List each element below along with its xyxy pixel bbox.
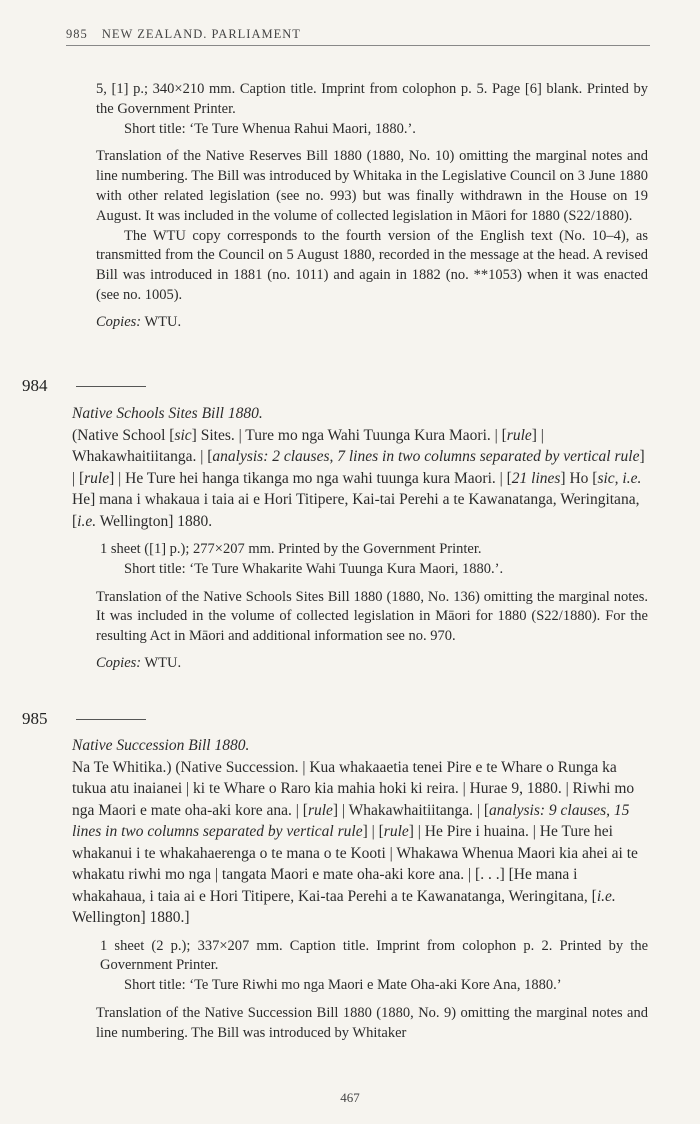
header-page-number: 985 — [66, 27, 88, 41]
copies-label: Copies: — [96, 654, 142, 671]
entry-transcription: Na Te Whitika.) (Native Succession. | Kua whakaaetia tenei Pire e te Whare o Runga ka tukua atu inaianei | ki te Whare o Raro kia mahia hoki ki reira. | Hurae 9, 1880. | Riwhi mo nga Maori e mate oha-aki kore ana. | [rule] | Whakawhaitiitanga. | [analysis: 9 clauses, 15 lines in two columns separated by vertical rule] | [rule] | He Pire i huaina. | He Ture hei whakanui i te whakahaerenga o te mana o te Kooti | Whakawa Whenua Maori kia ahei ai te whakatu riwhi mo nga | tangata Maori e mate oha-aki kore ana. | [. . .] [He mana i whakahaua, i taia ai e Hori Titipere, Kai-taa Perehi a te Kawanatanga, Weringitana, [i.e. Wellington] 1880.] — [72, 758, 638, 926]
physical-description: 5, [1] p.; 340×210 mm. Caption title. Imprint from colophon p. 5. Page [6] blank. Printed by the Government Printer. — [96, 81, 648, 117]
copies-line — [0, 312, 700, 332]
note-paragraph: Translation of the Native Schools Sites Bill 1880 (1880, No. 136) omitting the marginal notes. It was included in the volume of collected legislation in Māori for 1880 (S22/1880). For the resulting Act in Māori and additional information see no. 970. — [96, 588, 648, 645]
entry-number-984: 984 — [22, 376, 48, 395]
copies-label: Copies: — [96, 313, 142, 330]
short-title: Short title: ‘Te Ture Whakarite Wahi Tuunga Kura Maori, 1880.’. — [124, 560, 504, 577]
short-title: Short title: ‘Te Ture Whenua Rahui Maori, 1880.’. — [124, 120, 416, 137]
entry-title: Native Schools Sites Bill 1880. — [72, 405, 263, 422]
running-header — [66, 27, 650, 46]
top-continuation — [0, 80, 700, 332]
physical-description: 1 sheet ([1] p.); 277×207 mm. Printed by the Government Printer. — [100, 541, 482, 557]
entry-title: Native Succession Bill 1880. — [72, 737, 250, 754]
note-paragraph-1: Translation of the Native Reserves Bill 1880 (1880, No. 10) omitting the marginal notes and line numbering. The Bill was introduced by Whitaka in the Legislative Council on 3 June 1880 with other related legislation (see no. 993) but was finally withdrawn in the House on 19 August. It was included in the volume of collected legislation in Māori for 1880 (S22/1880). — [96, 148, 648, 224]
entry-number-985: 985 — [22, 709, 48, 728]
header-title: NEW ZEALAND. PARLIAMENT — [101, 27, 301, 41]
entry-rule — [76, 386, 146, 387]
entry-985 — [0, 735, 700, 1043]
note-paragraph-2: The WTU copy corresponds to the fourth version of the English text (No. 10–4), as transmitted from the Council on 5 August 1880, recorded in the message at the head. A revised Bill was introduced in 1881 (no. 1011) and again in 1882 (no. **1053) when it was enacted (see no. 1005). — [96, 227, 648, 303]
copies-value: WTU. — [141, 654, 182, 671]
entry-984 — [0, 403, 700, 673]
note-paragraph: Translation of the Native Succession Bill 1880 (1880, No. 9) omitting the marginal notes and line numbering. The Bill was introduced by Whitaker — [96, 1004, 648, 1041]
physical-description: 1 sheet (2 p.); 337×207 mm. Caption title. Imprint from colophon p. 2. Printed by the Government Printer. — [100, 937, 648, 974]
copies-line — [0, 653, 700, 673]
entry-transcription: (Native School [sic] Sites. | Ture mo nga Wahi Tuunga Kura Maori. | [rule] | Whakawhaitiitanga. | [analysis: 2 clauses, 7 lines in two columns separated by vertical rule] | [rule] | He Ture hei hanga tikanga mo nga wahi tuunga kura Maori. | [21 lines] Ho [sic, i.e. He] mana i whakaua i taia ai e Hori Titipere, Kai-tai Perehi a te Kawanatanga, Weringitana, [i.e. Wellington] 1880. — [72, 426, 645, 530]
copies-value: WTU. — [141, 313, 182, 330]
entry-rule — [76, 719, 146, 720]
short-title: Short title: ‘Te Ture Riwhi mo nga Maori e Mate Oha-aki Kore Ana, 1880.’ — [124, 977, 562, 994]
page-number: 467 — [340, 1090, 360, 1105]
